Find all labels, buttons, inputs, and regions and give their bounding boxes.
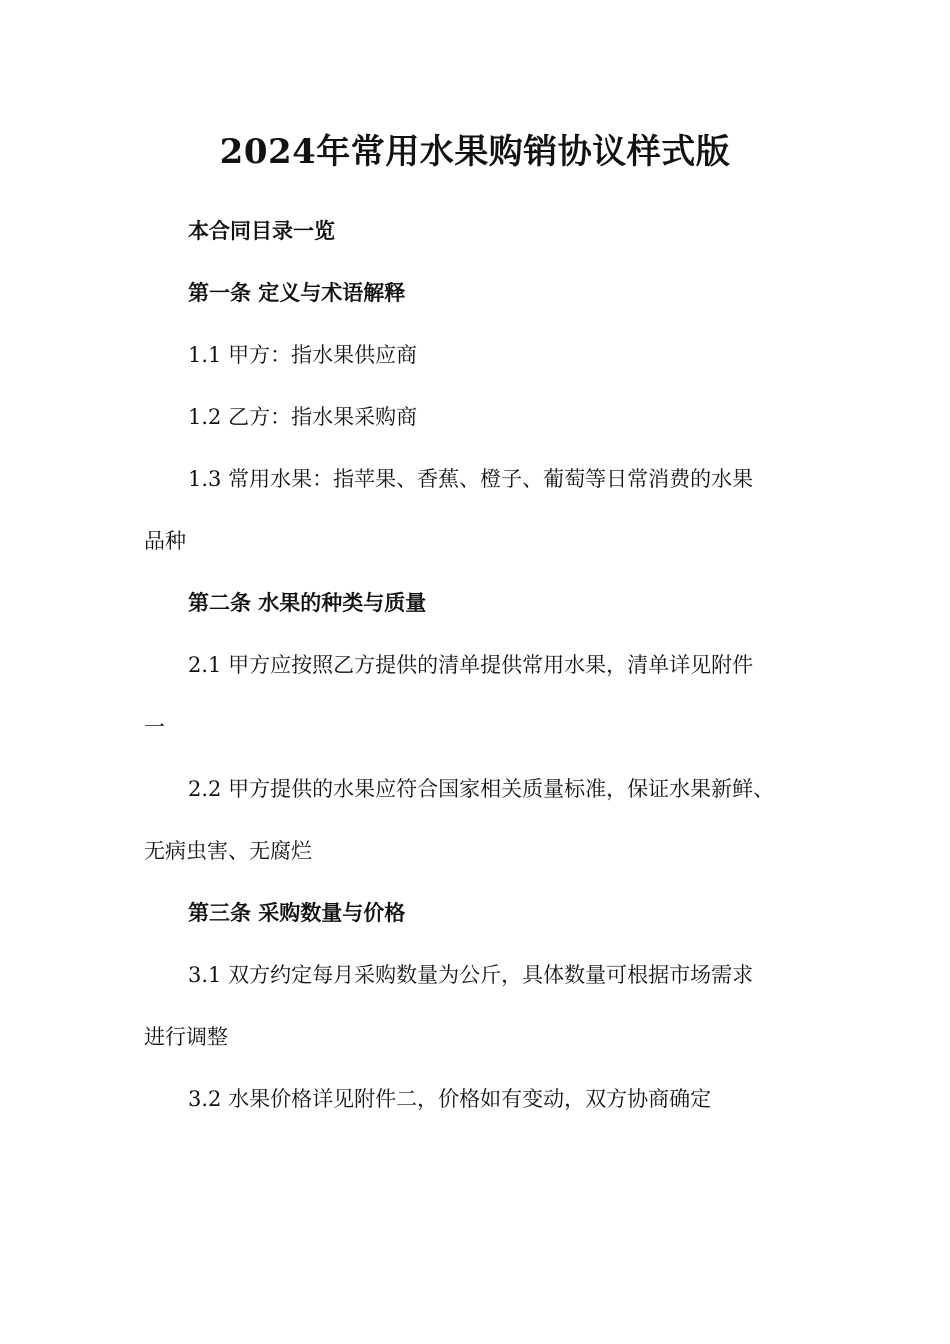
clause-continuation: 进行调整	[144, 1025, 228, 1049]
document-body	[144, 200, 808, 1130]
clause-line: 3.1 双方约定每月采购数量为公斤，具体数量可根据市场需求	[188, 963, 754, 987]
clause-line: 2.2 甲方提供的水果应符合国家相关质量标准，保证水果新鲜、	[188, 777, 775, 801]
section-heading: 第二条 水果的种类与质量	[188, 591, 427, 615]
toc-heading: 本合同目录一览	[188, 219, 335, 243]
clause-continuation: 一	[144, 715, 165, 739]
section-heading: 第一条 定义与术语解释	[188, 281, 406, 305]
clause-line: 3.2 水果价格详见附件二，价格如有变动，双方协商确定	[188, 1087, 712, 1111]
section-heading: 第三条 采购数量与价格	[188, 901, 406, 925]
clause-line: 1.1 甲方：指水果供应商	[188, 343, 418, 367]
document-title: 2024年常用水果购销协议样式版	[219, 132, 731, 172]
clause-line: 1.2 乙方：指水果采购商	[188, 405, 418, 429]
clause-line: 2.1 甲方应按照乙方提供的清单提供常用水果，清单详见附件	[188, 653, 754, 677]
clause-continuation: 无病虫害、无腐烂	[144, 839, 312, 863]
clause-continuation: 品种	[144, 529, 186, 553]
clause-line: 1.3 常用水果：指苹果、香蕉、橙子、葡萄等日常消费的水果	[188, 467, 754, 491]
